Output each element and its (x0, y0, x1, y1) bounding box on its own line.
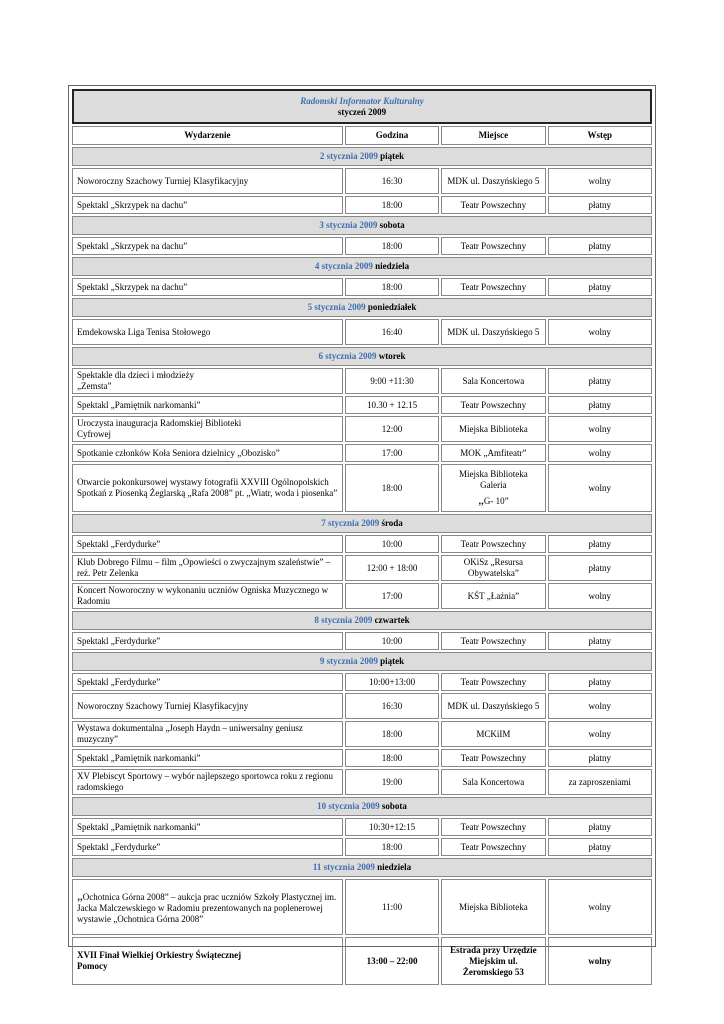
event-cell (72, 673, 343, 691)
event-name: Otwarcie pokonkursowej wystawy fotografii XXVIII Ogólnopolskich Spotkań z Piosenką Żeglarską „Rafa 2008” pt. „Wiatr, woda i piosenka” (77, 477, 338, 498)
event-cell (72, 368, 343, 394)
entry-cell (548, 196, 652, 214)
event-entry: płatny (588, 676, 612, 687)
time-cell (345, 673, 439, 691)
event-place: Sala Koncertowa (462, 776, 525, 787)
event-entry: płatny (588, 821, 612, 832)
place-cell (441, 555, 545, 581)
event-name: Spektakl „Ferdydurke” (77, 676, 161, 687)
time-cell (345, 693, 439, 719)
place-cell (441, 879, 545, 935)
entry-cell (548, 583, 652, 609)
event-place: Teatr Powszechny (460, 635, 527, 646)
event-place: MCKiIM (476, 728, 511, 739)
event-row (72, 237, 652, 255)
event-name: Spotkanie członków Koła Seniora dzielnicy „Obozisko” (77, 447, 280, 458)
entry-cell (548, 721, 652, 747)
time-cell (345, 368, 439, 394)
event-time: 12:00 (381, 423, 403, 434)
entry-cell (548, 838, 652, 856)
event-name: Koncert Noworoczny w wykonaniu uczniów Ogniska Muzycznego w Radomiu (77, 585, 329, 606)
date-cell (72, 514, 652, 533)
time-cell (345, 583, 439, 609)
event-name: Spektakl „Ferdydurke” (77, 538, 161, 549)
event-place: Teatr Powszechny (460, 399, 527, 410)
place-cell (441, 368, 545, 394)
time-cell (345, 444, 439, 462)
event-cell (72, 937, 343, 985)
event-entry: wolny (588, 901, 612, 912)
event-row (72, 838, 652, 856)
event-row (72, 818, 652, 836)
event-entry: za zaproszeniami (568, 776, 631, 787)
place-cell (441, 464, 545, 512)
event-place: Miejska Biblioteka Galeria (459, 469, 528, 490)
event-row (72, 937, 652, 985)
time-cell (345, 749, 439, 767)
event-time: 16:30 (381, 175, 403, 186)
event-name: Emdekowska Liga Tenisa Stołowego (77, 326, 211, 337)
event-time: 10:30+12:15 (369, 821, 416, 832)
weekday-label: wtorek (378, 351, 406, 361)
entry-cell (548, 555, 652, 581)
event-name: XV Plebiscyt Sportowy – wybór najlepszego sportowca roku z regionu radomskiego (77, 771, 334, 792)
event-time: 18:00 (381, 752, 403, 763)
entry-cell (548, 368, 652, 394)
entry-cell (548, 535, 652, 553)
event-entry: płatny (588, 240, 612, 251)
event-name: Klub Dobrego Filmu – film „Opowieści o zwyczajnym szaleństwie” – reż. Petr Zelenka (77, 557, 331, 578)
entry-cell (548, 396, 652, 414)
weekday-label: niedziela (377, 862, 412, 872)
event-name: Spektakl „Ferdydurke” (77, 635, 161, 646)
date-cell (72, 652, 652, 671)
event-entry: wolny (588, 590, 612, 601)
date-label: 3 stycznia 2009 (319, 220, 378, 230)
event-time: 19:00 (381, 776, 403, 787)
place-cell (441, 632, 545, 650)
column-header-row (72, 126, 652, 145)
date-row (72, 147, 652, 166)
entry-cell (548, 237, 652, 255)
event-time: 17:00 (381, 447, 403, 458)
event-entry: wolny (588, 728, 612, 739)
date-row (72, 652, 652, 671)
time-cell (345, 319, 439, 345)
event-time: 9:00 +11:30 (370, 375, 414, 386)
informator-page (68, 85, 656, 977)
time-cell (345, 879, 439, 935)
entry-cell (548, 749, 652, 767)
event-name: Ochotnica Górna 2008” – aukcja prac uczniów Szkoły Plastycznej im. Jacka Malczewskiego w Radomiu prezentowanych na poplenerowej wystawie „Ochotnica Górna 2008” (77, 891, 337, 924)
place-cell (441, 168, 545, 194)
date-label: 2 stycznia 2009 (319, 151, 378, 161)
entry-cell (548, 416, 652, 442)
event-time: 18:00 (381, 240, 403, 251)
event-row (72, 769, 652, 795)
event-cell (72, 278, 343, 296)
event-cell (72, 396, 343, 414)
weekday-label: niedziela (375, 261, 410, 271)
date-label: 7 stycznia 2009 (321, 518, 380, 528)
event-entry: płatny (588, 399, 612, 410)
event-place: Teatr Powszechny (460, 199, 527, 210)
event-place: Estrada przy Urzędzie Miejskim ul. Żeromskiego 53 (450, 944, 537, 977)
date-label: 6 stycznia 2009 (318, 351, 377, 361)
event-entry: płatny (588, 538, 612, 549)
event-place: Miejska Biblioteka (459, 423, 528, 434)
event-name: Spektakl „Pamiętnik narkomanki” (77, 821, 201, 832)
place-cell (441, 693, 545, 719)
date-row (72, 514, 652, 533)
event-time: 18:00 (381, 728, 403, 739)
date-label: 8 stycznia 2009 (314, 615, 373, 625)
event-entry: wolny (588, 175, 612, 186)
place-cell (441, 319, 545, 345)
event-entry: płatny (588, 375, 612, 386)
time-cell (345, 555, 439, 581)
event-cell (72, 464, 343, 512)
time-cell (345, 168, 439, 194)
entry-cell (548, 278, 652, 296)
weekday-label: poniedziałek (367, 302, 417, 312)
place-cell (441, 769, 545, 795)
date-label: 11 stycznia 2009 (312, 862, 375, 872)
event-time: 10:00+13:00 (369, 676, 416, 687)
event-entry: płatny (588, 281, 612, 292)
entry-cell (548, 319, 652, 345)
publication-title: Radomski Informator Kulturalny (300, 95, 424, 106)
entry-cell (548, 879, 652, 935)
place-extra-line (446, 494, 540, 507)
event-entry: płatny (588, 841, 612, 852)
event-cell (72, 555, 343, 581)
entry-cell (548, 693, 652, 719)
time-cell (345, 237, 439, 255)
date-cell (72, 257, 652, 276)
event-row (72, 168, 652, 194)
event-cell (72, 879, 343, 935)
date-cell (72, 147, 652, 166)
event-row (72, 693, 652, 719)
event-place: Teatr Powszechny (460, 841, 527, 852)
column-header-entry: Wstęp (548, 126, 652, 145)
event-row (72, 583, 652, 609)
event-name: Noworoczny Szachowy Turniej Klasyfikacyjny (77, 700, 249, 711)
event-cell (72, 583, 343, 609)
place-cell (441, 416, 545, 442)
event-row (72, 721, 652, 747)
place-cell (441, 196, 545, 214)
event-cell (72, 721, 343, 747)
weekday-label: sobota (379, 220, 405, 230)
event-row (72, 749, 652, 767)
event-cell (72, 632, 343, 650)
time-cell (345, 278, 439, 296)
event-name: Spektakl „Skrzypek na dachu” (77, 199, 188, 210)
event-row (72, 535, 652, 553)
date-row (72, 797, 652, 816)
event-cell (72, 237, 343, 255)
event-cell (72, 693, 343, 719)
event-place: Teatr Powszechny (460, 240, 527, 251)
event-cell (72, 769, 343, 795)
event-name: XVII Finał Wielkiej Orkiestry Świątecznej Pomocy (77, 950, 242, 971)
date-row (72, 611, 652, 630)
event-row (72, 879, 652, 935)
event-time: 12:00 + 18:00 (366, 562, 418, 573)
event-time: 16:40 (381, 326, 403, 337)
time-cell (345, 838, 439, 856)
event-place: Teatr Powszechny (460, 281, 527, 292)
event-place: MDK ul. Daszyńskiego 5 (447, 175, 540, 186)
event-row (72, 673, 652, 691)
place-cell (441, 237, 545, 255)
time-cell (345, 196, 439, 214)
event-row (72, 368, 652, 394)
time-cell (345, 535, 439, 553)
event-cell (72, 196, 343, 214)
event-name: Spektakle dla dzieci i młodzieży „Zemsta” (77, 370, 194, 391)
event-row (72, 464, 652, 512)
event-row (72, 319, 652, 345)
event-cell (72, 444, 343, 462)
date-cell (72, 298, 652, 317)
event-entry: wolny (588, 326, 612, 337)
event-time: 18:00 (381, 199, 403, 210)
weekday-label: piątek (380, 656, 405, 666)
time-cell (345, 632, 439, 650)
event-row (72, 555, 652, 581)
entry-cell (548, 168, 652, 194)
event-entry: wolny (588, 423, 612, 434)
event-row (72, 396, 652, 414)
event-place: Teatr Powszechny (460, 676, 527, 687)
event-row (72, 632, 652, 650)
event-place: OKiSz „Resursa Obywatelska” (463, 557, 524, 578)
event-cell (72, 838, 343, 856)
event-time: 10:00 (381, 538, 403, 549)
title-banner (72, 89, 652, 124)
event-row (72, 196, 652, 214)
event-place: KŚT „Łaźnia” (467, 590, 520, 601)
event-name: Noworoczny Szachowy Turniej Klasyfikacyjny (77, 175, 249, 186)
time-cell (345, 937, 439, 985)
event-entry: płatny (588, 562, 612, 573)
entry-cell (548, 818, 652, 836)
time-cell (345, 769, 439, 795)
event-place: Teatr Powszechny (460, 821, 527, 832)
event-cell (72, 416, 343, 442)
place-cell (441, 535, 545, 553)
place-cell (441, 278, 545, 296)
event-name: Spektakl „Skrzypek na dachu” (77, 281, 188, 292)
time-cell (345, 721, 439, 747)
time-cell (345, 416, 439, 442)
event-cell (72, 749, 343, 767)
date-cell (72, 347, 652, 366)
event-name: Spektakl „Ferdydurke” (77, 841, 161, 852)
event-place: MDK ul. Daszyńskiego 5 (447, 700, 540, 711)
weekday-label: środa (381, 518, 403, 528)
weekday-label: sobota (381, 801, 407, 811)
place-gallery-name: G- 10” (483, 496, 509, 506)
place-cell (441, 673, 545, 691)
date-row (72, 347, 652, 366)
event-name: Wystawa dokumentalna „Joseph Haydn – uniwersalny geniusz muzyczny” (77, 723, 303, 744)
event-time: 18:00 (381, 482, 403, 493)
event-time: 11:00 (381, 901, 403, 912)
event-time: 10:00 (381, 635, 403, 646)
place-cell (441, 396, 545, 414)
event-cell (72, 319, 343, 345)
date-row (72, 858, 652, 877)
event-cell (72, 168, 343, 194)
date-cell (72, 611, 652, 630)
event-row (72, 444, 652, 462)
event-time: 17:00 (381, 590, 403, 601)
event-name: Spektakl „Skrzypek na dachu” (77, 240, 188, 251)
date-row (72, 216, 652, 235)
date-cell (72, 858, 652, 877)
entry-cell (548, 937, 652, 985)
column-header-event: Wydarzenie (72, 126, 343, 145)
event-name: Uroczysta inauguracja Radomskiej Biblioteki Cyfrowej (77, 418, 242, 439)
event-place: Sala Koncertowa (462, 375, 525, 386)
entry-cell (548, 444, 652, 462)
place-cell (441, 749, 545, 767)
event-entry: płatny (588, 199, 612, 210)
time-cell (345, 464, 439, 512)
events-table (70, 87, 654, 987)
weekday-label: piątek (380, 151, 405, 161)
event-entry: wolny (588, 447, 612, 458)
date-cell (72, 797, 652, 816)
entry-cell (548, 673, 652, 691)
column-header-place: Miejsce (441, 126, 545, 145)
place-cell (441, 444, 545, 462)
event-place: MOK „Amfiteatr” (460, 447, 527, 458)
time-cell (345, 396, 439, 414)
event-time: 13:00 – 22:00 (366, 955, 418, 966)
event-name: Spektakl „Pamiętnik narkomanki” (77, 399, 201, 410)
entry-cell (548, 632, 652, 650)
event-place: Teatr Powszechny (460, 538, 527, 549)
date-row (72, 257, 652, 276)
event-entry: płatny (588, 635, 612, 646)
place-cell (441, 721, 545, 747)
event-cell (72, 535, 343, 553)
date-cell (72, 216, 652, 235)
event-cell (72, 818, 343, 836)
publication-month: styczeń 2009 (337, 106, 387, 117)
event-place: Teatr Powszechny (460, 752, 527, 763)
time-cell (345, 818, 439, 836)
place-cell (441, 583, 545, 609)
date-row (72, 298, 652, 317)
date-label: 10 stycznia 2009 (317, 801, 380, 811)
events-table-body (72, 89, 652, 985)
event-time: 18:00 (381, 281, 403, 292)
place-cell (441, 818, 545, 836)
column-header-time: Godzina (345, 126, 439, 145)
weekday-label: czwartek (374, 615, 410, 625)
event-place: Miejska Biblioteka (459, 901, 528, 912)
event-place: MDK ul. Daszyńskiego 5 (447, 326, 540, 337)
event-row (72, 278, 652, 296)
title-cell (72, 89, 652, 124)
event-time: 10.30 + 12.15 (367, 399, 418, 410)
entry-cell (548, 769, 652, 795)
event-entry: wolny (588, 700, 612, 711)
event-entry: wolny (588, 955, 612, 966)
event-name: Spektakl „Pamiętnik narkomanki” (77, 752, 201, 763)
entry-cell (548, 464, 652, 512)
event-time: 18:00 (381, 841, 403, 852)
place-quote-mark: „ (478, 492, 484, 507)
event-time: 16:30 (381, 700, 403, 711)
place-cell (441, 838, 545, 856)
opening-quote-mark: „ (77, 887, 83, 903)
place-cell (441, 937, 545, 985)
date-label: 4 stycznia 2009 (314, 261, 373, 271)
event-entry: wolny (588, 482, 612, 493)
event-row (72, 416, 652, 442)
event-entry: płatny (588, 752, 612, 763)
date-label: 5 stycznia 2009 (307, 302, 366, 312)
date-label: 9 stycznia 2009 (319, 656, 378, 666)
